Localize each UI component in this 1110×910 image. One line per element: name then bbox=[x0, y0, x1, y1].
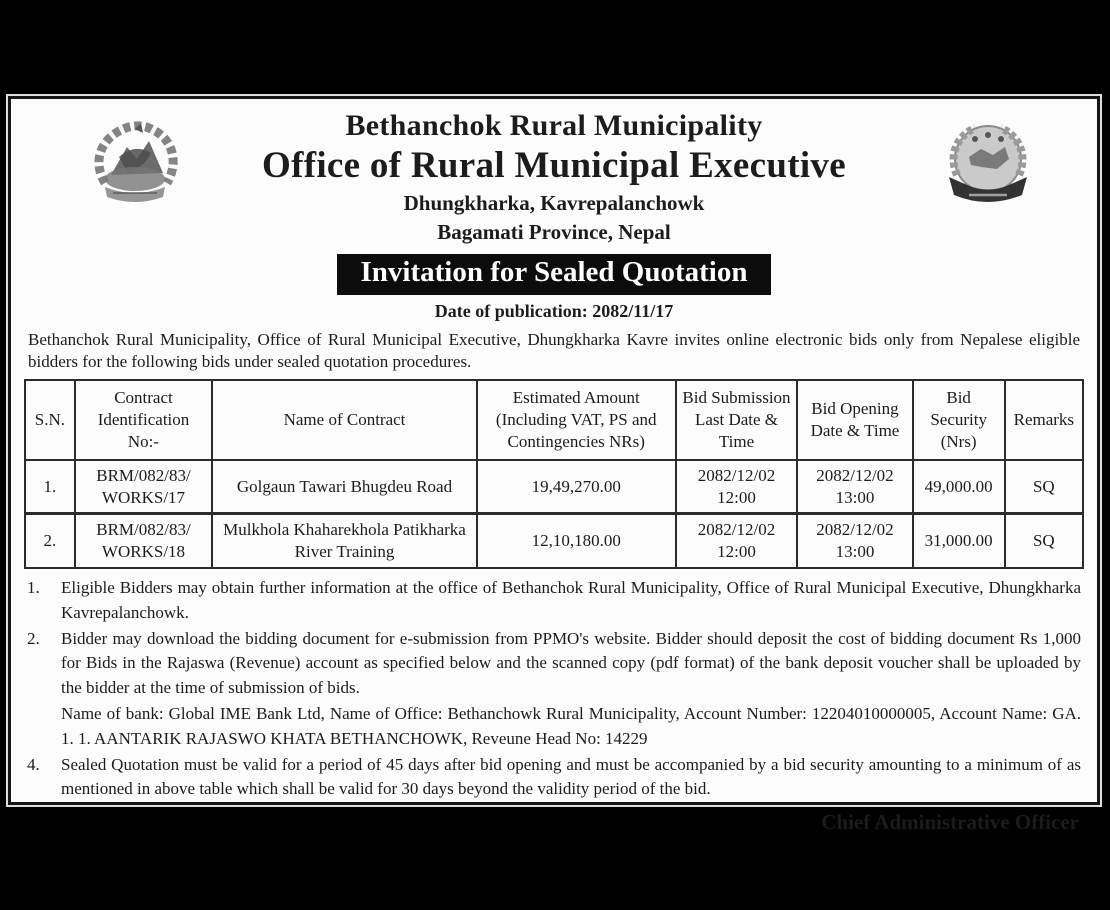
col-header-bid-opening: Bid Opening Date & Time bbox=[797, 380, 912, 460]
cell-contract-id: BRM/082/83/ WORKS/17 bbox=[75, 460, 213, 514]
note-item-2 bbox=[27, 627, 1081, 701]
document-masthead bbox=[11, 99, 1097, 245]
intro-paragraph: Bethanchok Rural Municipality, Office of Rural Municipal Executive, Dhungkharka Kavre invites online electronic bids only from Nepalese eligible bidders for the following bids under sealed quotation procedures. bbox=[28, 330, 1080, 372]
cell-contract-name: Mulkhola Khaharekhola Patikharka River Training bbox=[212, 514, 477, 568]
table-header-row bbox=[25, 380, 1083, 460]
bids-table bbox=[24, 379, 1084, 569]
notice-title: Invitation for Sealed Quotation bbox=[337, 254, 772, 295]
nepal-coat-of-arms-icon bbox=[83, 117, 187, 213]
note-item-1 bbox=[27, 576, 1081, 626]
municipality-emblem-icon bbox=[937, 115, 1039, 217]
cell-remarks: SQ bbox=[1005, 514, 1083, 568]
col-header-bid-submission: Bid Submission Last Date & Time bbox=[676, 380, 798, 460]
col-header-bid-security: Bid Security (Nrs) bbox=[913, 380, 1005, 460]
note-bank-details bbox=[27, 702, 1081, 752]
table-row bbox=[25, 514, 1083, 568]
address-line-2: Bagamati Province, Nepal bbox=[437, 220, 671, 244]
note-text: Eligible Bidders may obtain further information at the office of Bethanchok Rural Municipality, Office of Rural Municipal Executive, Dhungkharka Kavrepalanchowk. bbox=[61, 577, 1081, 622]
cell-bid-submission: 2082/12/02 12:00 bbox=[676, 460, 798, 514]
cell-bid-opening: 2082/12/02 13:00 bbox=[797, 514, 912, 568]
publication-date-label: Date of publication: bbox=[434, 301, 588, 321]
cell-contract-id: BRM/082/83/ WORKS/18 bbox=[75, 514, 213, 568]
cell-sn: 2. bbox=[25, 514, 75, 568]
address-line-1: Dhungkharka, Kavrepalanchowk bbox=[403, 191, 705, 215]
note-text: Bidder may download the bidding document for e-submission from PPMO's website. Bidder should deposit the cost of bidding document Rs 1,000 for Bids in the Rajaswa (Revenue) account as specified below and the scanned copy (pdf format) of the bank deposit voucher shall be uploaded by the bidder at the time of submission of bids. bbox=[61, 628, 1081, 698]
table-row bbox=[25, 460, 1083, 514]
note-text: Name of bank: Global IME Bank Ltd, Name of Office: Bethanchowk Rural Municipality, Account Number: 12204010000005, Account Name: GA. 1. 1. AANTARIK RAJASWO KHATA BETHANCHOWK, Reveune Head No: 14229 bbox=[61, 703, 1081, 748]
note-number: 4. bbox=[27, 754, 40, 774]
notice-title-band bbox=[11, 254, 1097, 295]
note-number: 2. bbox=[27, 628, 40, 648]
signatory-title: Chief Administrative Officer bbox=[821, 810, 1079, 835]
col-header-estimated-amount: Estimated Amount (Including VAT, PS and Contingencies NRs) bbox=[477, 380, 676, 460]
notes-section bbox=[27, 576, 1081, 802]
office-name: Office of Rural Municipal Executive bbox=[262, 145, 846, 186]
cell-sn: 1. bbox=[25, 460, 75, 514]
cell-bid-security: 31,000.00 bbox=[913, 514, 1005, 568]
notice-document bbox=[8, 96, 1100, 835]
publication-date-value: 2082/11/17 bbox=[592, 301, 674, 321]
organization-name: Bethanchok Rural Municipality bbox=[345, 109, 763, 142]
cell-contract-name: Golgaun Tawari Bhugdeu Road bbox=[212, 460, 477, 514]
cell-bid-opening: 2082/12/02 13:00 bbox=[797, 460, 912, 514]
cell-estimated-amount: 12,10,180.00 bbox=[477, 514, 676, 568]
note-text: Sealed Quotation must be valid for a period of 45 days after bid opening and must be accompanied by a bid security amounting to a minimum of as mentioned in above table which shall be valid for 30 days beyond the validity period of the bid. bbox=[61, 754, 1081, 799]
note-number bbox=[27, 702, 61, 752]
col-header-contract-name: Name of Contract bbox=[212, 380, 477, 460]
cell-remarks: SQ bbox=[1005, 460, 1083, 514]
note-number: 1. bbox=[27, 577, 40, 597]
col-header-remarks: Remarks bbox=[1005, 380, 1083, 460]
note-item-4 bbox=[27, 753, 1081, 803]
cell-estimated-amount: 19,49,270.00 bbox=[477, 460, 676, 514]
cell-bid-security: 49,000.00 bbox=[913, 460, 1005, 514]
col-header-sn: S.N. bbox=[25, 380, 75, 460]
publication-date bbox=[11, 301, 1097, 322]
col-header-contract-id: Contract Identification No:- bbox=[75, 380, 213, 460]
cell-bid-submission: 2082/12/02 12:00 bbox=[676, 514, 798, 568]
